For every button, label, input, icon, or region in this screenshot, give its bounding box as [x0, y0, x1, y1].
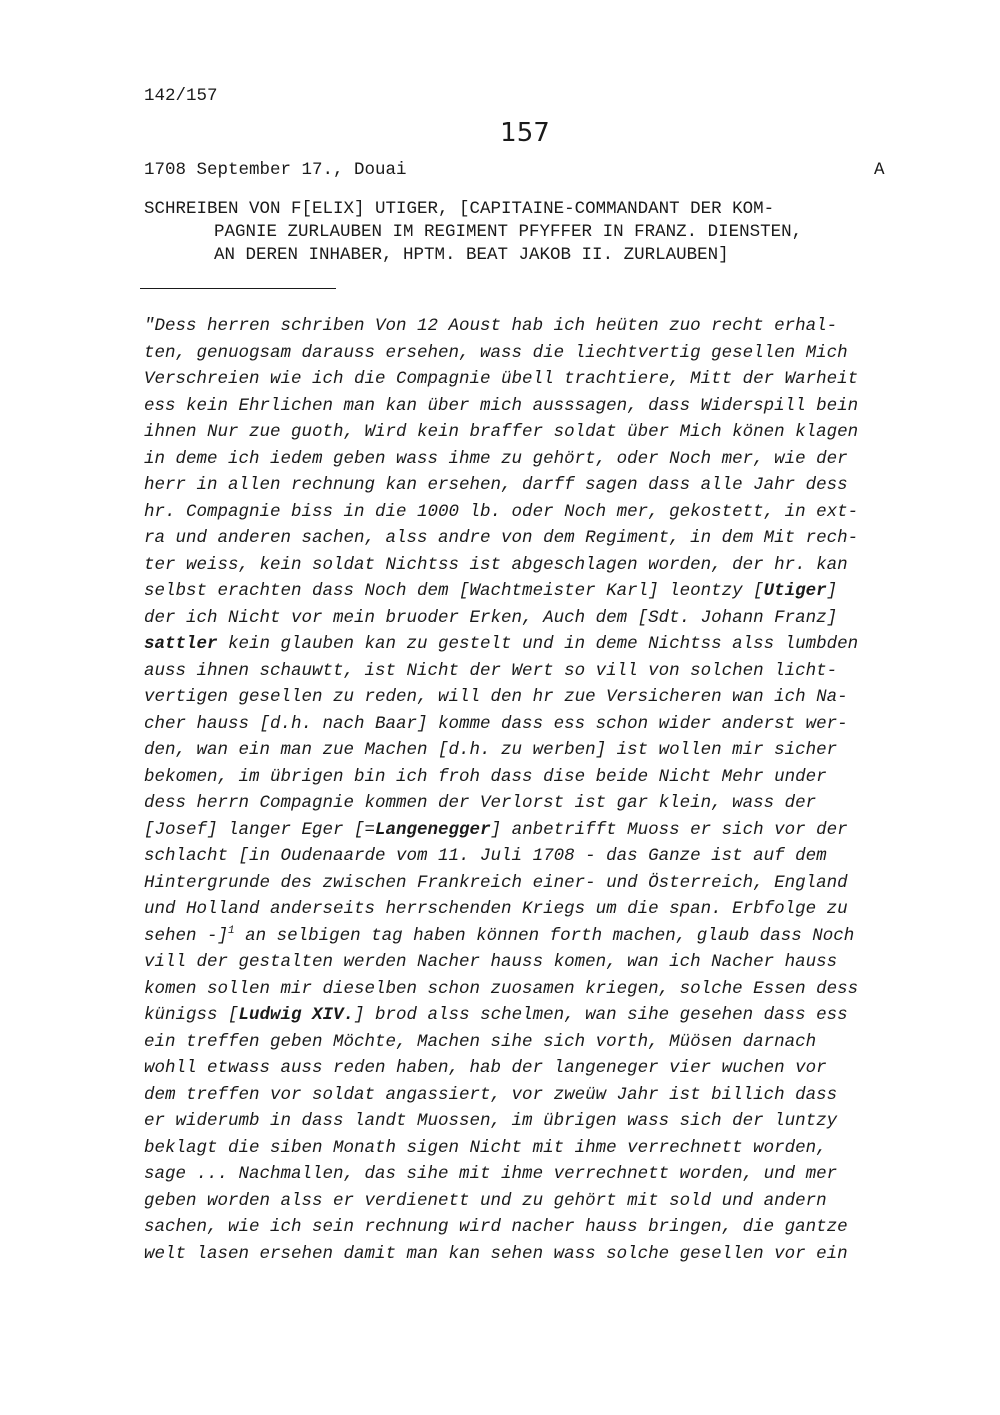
text-line: der ich Nicht vor mein bruoder Erken, Auch dem [Sdt. Johann Franz] [144, 607, 838, 628]
grade-letter: A [874, 160, 885, 180]
text-line: sachen, wie ich sein rechnung wird nacher hauss bringen, die gantze [144, 1217, 848, 1237]
text-line: in deme ich iedem geben wass ihme zu gehört, oder Noch mer, wie der [144, 448, 848, 469]
text-segment: ] brod alss schelmen, wan sihe gesehen dass ess [354, 1005, 848, 1025]
text-line: und Holland anderseits herrschenden Kriegs um die span. Erbfolge zu [144, 899, 848, 919]
text-line: "Dess herren schriben Von 12 Aoust hab ich heüten zuo recht erhal- [144, 316, 838, 336]
text-line [144, 923, 858, 950]
text-line: vill der gestalten werden Nacher hauss komen, wan ich Nacher hauss [144, 952, 838, 972]
text-segment: [Josef] langer Eger [= [144, 819, 376, 840]
date-place: 1708 September 17., Douai [144, 160, 407, 180]
text-segment: selbst erachten dass Noch dem [Wachtmeister Karl] leontzy [ [144, 581, 764, 601]
text-line: vertigen gesellen zu reden, will den hr zue Versicheren wan ich Na- [144, 687, 848, 707]
text-line: wohll etwass auss reden haben, hab der langeneger vier wuchen vor [144, 1058, 827, 1078]
text-line [144, 631, 858, 658]
text-line [144, 578, 858, 605]
letter-body [144, 313, 858, 1267]
text-line [144, 817, 858, 844]
text-segment: kein glauben kan zu gestelt und in deme Nichtss alss lumbden [217, 634, 859, 654]
text-segment: an selbigen tag haben können forth machen, glaub dass Noch [234, 925, 855, 946]
text-line: ein treffen geben Möchte, Machen sihe sich vorth, Müösen darnach [144, 1031, 817, 1052]
text-line: ter weiss, kein soldat Nichtss ist abgeschlagen worden, der hr. kan [144, 554, 848, 575]
text-segment: ] anbetrifft Muoss er sich vor der [490, 819, 848, 840]
text-segment: sehen -] [144, 925, 229, 946]
text-line: herr in allen rechnung kan ersehen, darff sagen dass alle Jahr dess [144, 475, 848, 495]
page-counter: 142/157 [144, 86, 218, 106]
name-highlight: sattler [144, 634, 218, 654]
separator-rule [140, 288, 336, 289]
text-line: sage ... Nachmallen, das sihe mit ihme verrechnett worden, und mer [144, 1164, 838, 1184]
text-line: komen sollen mir dieselben schon zuosamen kriegen, solche Essen dess [144, 978, 859, 999]
text-line: Verschreien wie ich die Compagnie übell trachtiere, Mitt der Warheit [144, 369, 859, 389]
document-number: 157 [500, 118, 550, 148]
text-line: ra und anderen sachen, alss andre von dem Regiment, in dem Mit rech- [144, 528, 859, 548]
heading-line: PAGNIE ZURLAUBEN IM REGIMENT PFYFFER IN FRANZ. DIENSTEN, [214, 222, 803, 242]
text-line: Hintergrunde des zwischen Frankreich einer- und Österreich, England [144, 872, 848, 893]
text-line: auss ihnen schauwtt, ist Nicht der Wert so vill von solchen licht- [144, 660, 838, 681]
text-line: schlacht [in Oudenaarde vom 11. Juli 1708 - das Ganze ist auf dem [144, 846, 827, 866]
text-line: geben worden alss er verdienett und zu gehört mit sold und andern [144, 1190, 827, 1211]
name-highlight: Langenegger [375, 819, 491, 840]
name-highlight: Utiger [763, 581, 827, 601]
text-line: dem treffen vor soldat angassiert, vor zweüw Jahr ist billich dass [144, 1084, 838, 1105]
document-heading [144, 198, 904, 267]
text-line: hr. Compagnie biss in die 1000 lb. oder Noch mer, gekostett, in ext- [144, 501, 859, 522]
text-line: er widerumb in dass landt Muossen, im übrigen wass sich der luntzy [144, 1111, 838, 1131]
heading-line: AN DEREN INHABER, HPTM. BEAT JAKOB II. ZURLAUBEN] [214, 245, 729, 265]
text-line: ihnen Nur zue guoth, Wird kein braffer soldat über Mich könen klagen [144, 422, 859, 442]
text-line: den, wan ein man zue Machen [d.h. zu werben] ist wollen mir sicher [144, 740, 838, 760]
text-line: ten, genuogsam darauss ersehen, wass die liechtvertig gesellen Mich [144, 342, 848, 363]
text-line: beklagt die siben Monath sigen Nicht mit ihme verrechnett worden, [144, 1137, 827, 1158]
text-segment: ] [826, 581, 838, 601]
text-line: dess herrn Compagnie kommen der Verlorst ist gar klein, wass der [144, 793, 817, 813]
text-line [144, 1002, 858, 1029]
text-line: bekomen, im übrigen bin ich froh dass dise beide Nicht Mehr under [144, 766, 827, 787]
text-line: ess kein Ehrlichen man kan über mich ausssagen, dass Widerspill bein [144, 395, 859, 416]
heading-line: SCHREIBEN VON F[ELIX] UTIGER, [CAPITAINE-COMMANDANT DER KOM- [144, 199, 775, 219]
text-line: welt lasen ersehen damit man kan sehen wass solche gesellen vor ein [144, 1243, 848, 1264]
footnote-marker: 1 [228, 924, 235, 937]
name-highlight: Ludwig XIV. [238, 1005, 355, 1025]
text-line: cher hauss [d.h. nach Baar] komme dass ess schon wider anderst wer- [144, 713, 848, 734]
text-segment: künigss [ [144, 1005, 239, 1025]
